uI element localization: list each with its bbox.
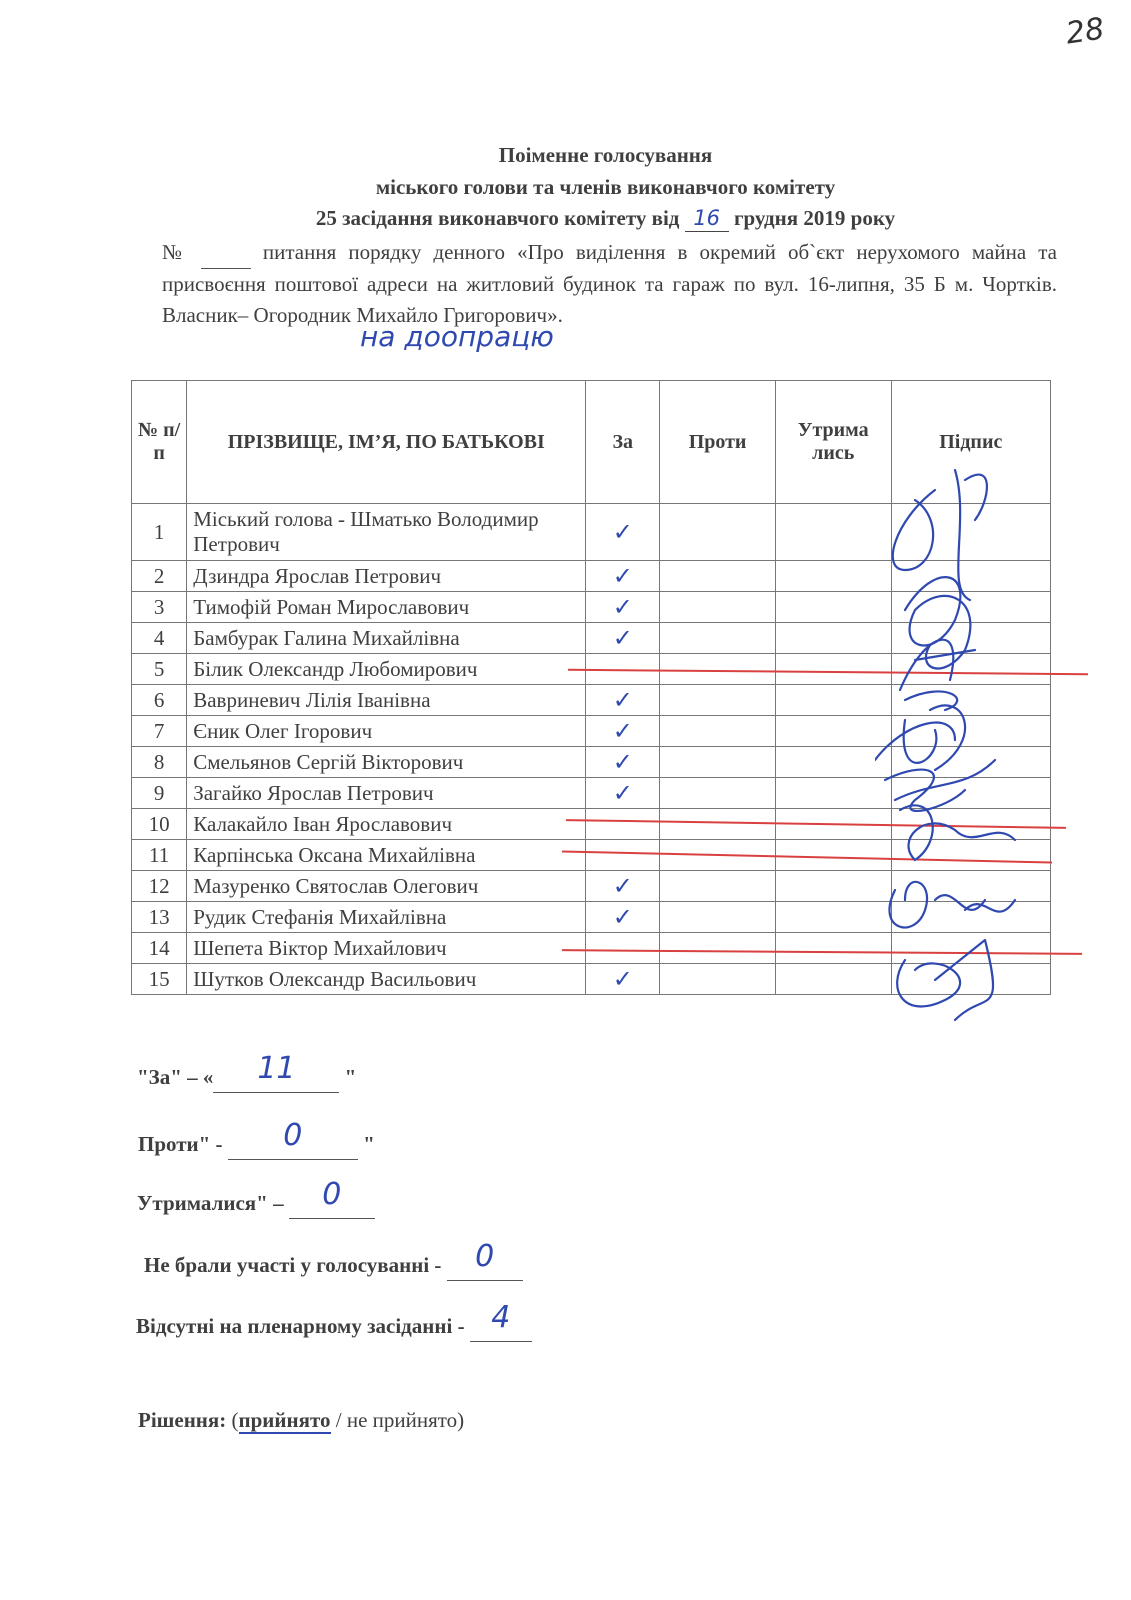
vote-abstained-cell bbox=[775, 778, 891, 809]
vote-against-cell bbox=[660, 685, 776, 716]
vote-for-cell: ✓ bbox=[586, 747, 660, 778]
document-subtitle: міського голови та членів виконавчого комітету bbox=[375, 175, 836, 199]
page-number: 28 bbox=[1063, 11, 1107, 52]
vote-abstained-cell bbox=[775, 933, 891, 964]
vote-abstained-cell bbox=[775, 747, 891, 778]
summary-against-field bbox=[228, 1118, 358, 1160]
member-name: Мазуренко Святослав Олегович bbox=[187, 871, 586, 902]
member-name: Рудик Стефанія Михайлівна bbox=[187, 902, 586, 933]
vote-for-cell bbox=[586, 809, 660, 840]
summary-not-voted bbox=[144, 1239, 523, 1281]
summary-for bbox=[137, 1051, 357, 1093]
vote-against-cell bbox=[660, 871, 776, 902]
agenda-question bbox=[162, 237, 1057, 331]
row-number: 7 bbox=[132, 716, 187, 747]
vote-abstained-cell bbox=[775, 964, 891, 995]
member-name: Загайко Ярослав Петрович bbox=[187, 778, 586, 809]
member-name: Білик Олександр Любомирович bbox=[187, 654, 586, 685]
summary-against bbox=[138, 1118, 375, 1160]
row-number: 5 bbox=[132, 654, 187, 685]
vote-against-cell bbox=[660, 933, 776, 964]
row-number: 2 bbox=[132, 561, 187, 592]
question-number-prefix: № bbox=[162, 240, 189, 264]
vote-abstained-cell bbox=[775, 902, 891, 933]
signatures-scribble bbox=[875, 460, 1075, 1040]
col-signature: Підпис bbox=[891, 381, 1050, 504]
date-day-value: 16 bbox=[693, 206, 721, 230]
summary-for-close: " bbox=[344, 1065, 357, 1089]
summary-absent-label: Відсутні на пленарному засіданні - bbox=[136, 1314, 465, 1338]
vote-for-cell bbox=[586, 933, 660, 964]
summary-not-voted-label: Не брали участі у голосуванні - bbox=[144, 1253, 442, 1277]
vote-abstained-cell bbox=[775, 592, 891, 623]
col-name: ПРІЗВИЩЕ, ІМ’Я, ПО БАТЬКОВІ bbox=[187, 381, 586, 504]
summary-for-label: "За" – « bbox=[137, 1065, 214, 1089]
handwritten-note: на доопрацю bbox=[360, 320, 554, 353]
vote-against-cell bbox=[660, 623, 776, 654]
row-number: 12 bbox=[132, 871, 187, 902]
vote-for-cell: ✓ bbox=[586, 902, 660, 933]
row-number: 13 bbox=[132, 902, 187, 933]
row-number: 11 bbox=[132, 840, 187, 871]
decision-not-accepted: не прийнято bbox=[346, 1408, 458, 1432]
decision-open: ( bbox=[231, 1408, 239, 1432]
summary-absent-value: 4 bbox=[491, 1300, 511, 1335]
question-text: питання порядку денного «Про виділення в окремий об`єкт нерухомого майна та присвоєння поштової адреси на житловий будинок та гараж по вул. 16-липня, 35 Б м. Чортків. Власник– Огородник Михайло Григорович». bbox=[162, 240, 1057, 327]
summary-for-value: 11 bbox=[257, 1051, 296, 1086]
vote-against-cell bbox=[660, 592, 776, 623]
vote-for-cell: ✓ bbox=[586, 716, 660, 747]
vote-for-cell: ✓ bbox=[586, 623, 660, 654]
row-number: 6 bbox=[132, 685, 187, 716]
summary-against-close: " bbox=[363, 1132, 375, 1156]
row-number: 9 bbox=[132, 778, 187, 809]
member-name: Тимофій Роман Мирославович bbox=[187, 592, 586, 623]
summary-against-value: 0 bbox=[283, 1118, 303, 1153]
member-name: Смельянов Сергій Вікторович bbox=[187, 747, 586, 778]
vote-against-cell bbox=[660, 964, 776, 995]
decision-separator: / bbox=[330, 1408, 347, 1432]
row-number: 1 bbox=[132, 504, 187, 561]
col-number: № п/п bbox=[132, 381, 187, 504]
vote-for-cell: ✓ bbox=[586, 778, 660, 809]
summary-abstained bbox=[137, 1177, 375, 1219]
vote-abstained-cell bbox=[775, 504, 891, 561]
row-number: 10 bbox=[132, 809, 187, 840]
decision-label: Рішення: bbox=[138, 1408, 227, 1432]
summary-abstained-label: Утрималися" – bbox=[137, 1191, 284, 1215]
summary-against-label: Проти" - bbox=[138, 1132, 223, 1156]
summary-not-voted-field bbox=[447, 1239, 523, 1281]
vote-abstained-cell bbox=[775, 623, 891, 654]
vote-abstained-cell bbox=[775, 561, 891, 592]
vote-for-cell: ✓ bbox=[586, 685, 660, 716]
question-number-blank bbox=[201, 237, 251, 269]
vote-against-cell bbox=[660, 504, 776, 561]
meeting-prefix: 25 засідання виконавчого комітету від bbox=[315, 206, 680, 230]
vote-for-cell bbox=[586, 840, 660, 871]
summary-absent bbox=[136, 1300, 532, 1342]
member-name: Шепета Віктор Михайлович bbox=[187, 933, 586, 964]
row-number: 15 bbox=[132, 964, 187, 995]
vote-for-cell: ✓ bbox=[586, 504, 660, 561]
vote-for-cell: ✓ bbox=[586, 871, 660, 902]
summary-abstained-field bbox=[289, 1177, 375, 1219]
vote-against-cell bbox=[660, 716, 776, 747]
row-number: 8 bbox=[132, 747, 187, 778]
member-name: Вавриневич Лілія Іванівна bbox=[187, 685, 586, 716]
vote-abstained-cell bbox=[775, 716, 891, 747]
col-for: За bbox=[586, 381, 660, 504]
col-abstained: Утрима лись bbox=[775, 381, 891, 504]
member-name: Єник Олег Ігорович bbox=[187, 716, 586, 747]
vote-for-cell: ✓ bbox=[586, 964, 660, 995]
row-number: 3 bbox=[132, 592, 187, 623]
vote-abstained-cell bbox=[775, 871, 891, 902]
vote-for-cell: ✓ bbox=[586, 561, 660, 592]
member-name: Бамбурак Галина Михайлівна bbox=[187, 623, 586, 654]
row-number: 4 bbox=[132, 623, 187, 654]
vote-for-cell: ✓ bbox=[586, 592, 660, 623]
document-title: Поіменне голосування bbox=[498, 143, 713, 167]
date-day-field bbox=[685, 206, 729, 232]
vote-against-cell bbox=[660, 778, 776, 809]
decision-accepted: прийнято bbox=[238, 1408, 331, 1432]
vote-against-cell bbox=[660, 747, 776, 778]
vote-abstained-cell bbox=[775, 685, 891, 716]
meeting-date-line bbox=[40, 206, 1131, 232]
summary-not-voted-value: 0 bbox=[475, 1239, 495, 1274]
vote-abstained-cell bbox=[775, 654, 891, 685]
member-name: Шутков Олександр Васильович bbox=[187, 964, 586, 995]
vote-against-cell bbox=[660, 902, 776, 933]
col-against: Проти bbox=[660, 381, 776, 504]
summary-abstained-value: 0 bbox=[322, 1177, 342, 1212]
member-name: Калакайло Іван Ярославович bbox=[187, 809, 586, 840]
summary-for-field bbox=[213, 1051, 339, 1093]
summary-absent-field bbox=[470, 1300, 532, 1342]
decision-line bbox=[138, 1408, 464, 1433]
member-name: Карпінська Оксана Михайлівна bbox=[187, 840, 586, 871]
member-name: Дзиндра Ярослав Петрович bbox=[187, 561, 586, 592]
decision-close: ) bbox=[457, 1408, 465, 1432]
member-name: Міський голова - Шматько Володимир Петрович bbox=[187, 504, 586, 561]
vote-against-cell bbox=[660, 561, 776, 592]
meeting-suffix: грудня 2019 року bbox=[733, 206, 896, 230]
row-number: 14 bbox=[132, 933, 187, 964]
